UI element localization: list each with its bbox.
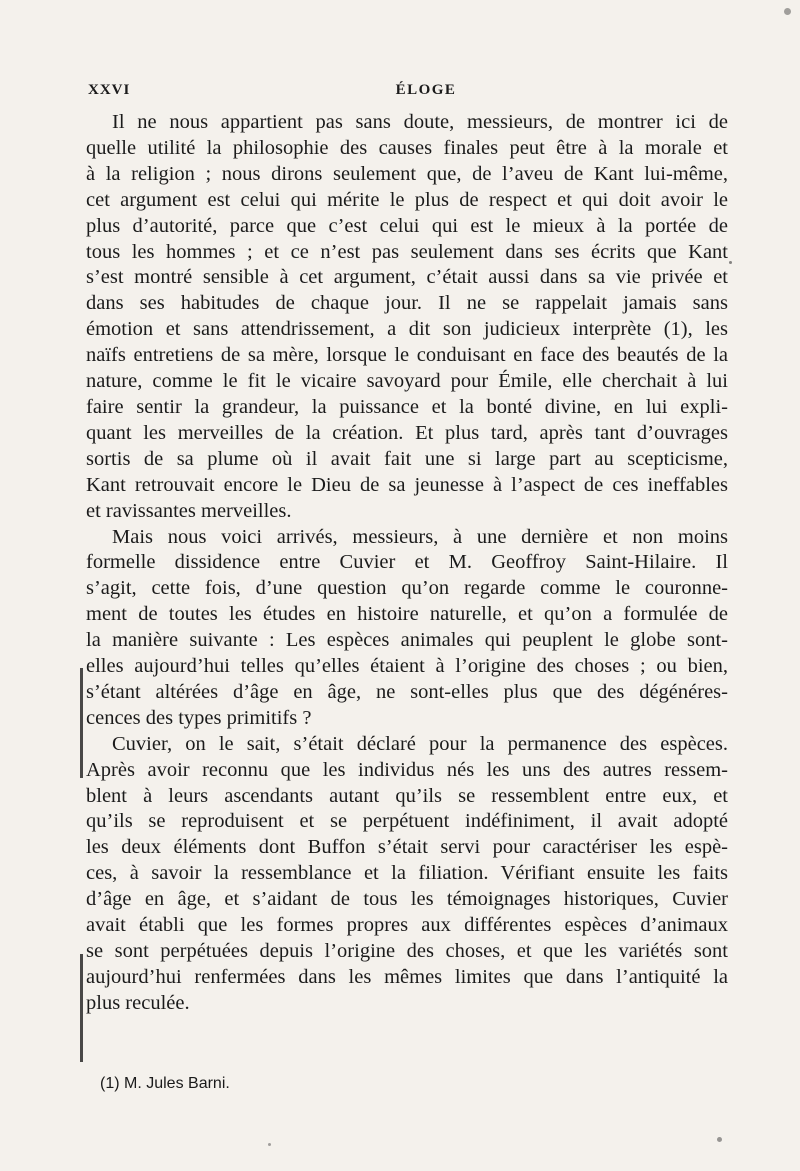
text-line: qu’ils se reproduisent et se perpétuent indéfiniment, il avait adopté: [86, 810, 728, 833]
body-text: [86, 110, 728, 1017]
text-line: et ravissantes merveilles.: [86, 499, 292, 522]
margin-mark: [80, 668, 83, 778]
text-line: naïfs entretiens de sa mère, lorsque le conduisant en face des beautés de la: [86, 344, 728, 367]
text-line: ment de toutes les études en histoire naturelle, et qu’on a formulée de: [86, 603, 728, 626]
text-line: avait établi que les formes propres aux différentes espèces d’animaux: [86, 914, 728, 937]
running-head: [88, 82, 724, 104]
text-line: s’agit, cette fois, d’une question qu’on regarde comme le couronne-: [86, 577, 728, 600]
text-line: elles aujourd’hui telles qu’elles étaient à l’origine des choses ; ou bien,: [86, 655, 728, 678]
text-line: Mais nous voici arrivés, messieurs, à une dernière et non moins: [112, 525, 728, 548]
text-line: Il ne nous appartient pas sans doute, messieurs, de montrer ici de: [112, 111, 728, 133]
text-line: blent à leurs ascendants autant qu’ils se ressemblent entre eux, et: [86, 784, 728, 807]
text-line: d’âge en âge, et s’aidant de tous les témoignages historiques, Cuvier: [86, 888, 728, 911]
text-line: sortis de sa plume où il avait fait une si large part au scepticisme,: [86, 447, 728, 470]
text-line: formelle dissidence entre Cuvier et M. Geoffroy Saint-Hilaire. Il: [86, 551, 728, 574]
text-line: aujourd’hui renfermées dans les mêmes limites que dans l’antiquité la: [86, 965, 728, 988]
text-line: quelle utilité la philosophie des causes finales peut être à la morale et: [86, 136, 728, 159]
text-line: s’est montré sensible à cet argument, c’était aussi dans sa vie privée et: [86, 266, 728, 289]
speck: [717, 1137, 722, 1142]
text-line: dans ses habitudes de chaque jour. Il ne se rappelait jamais sans: [86, 292, 728, 315]
text-line: les deux éléments dont Buffon s’était servi pour caractériser les espè-: [86, 836, 728, 859]
speck: [729, 261, 732, 264]
text-line: faire sentir la grandeur, la puissance et la bonté divine, en lui expli-: [86, 395, 728, 418]
page-number: XXVI: [88, 82, 131, 98]
running-title: ÉLOGE: [395, 82, 457, 98]
text-line: cences des types primitifs ?: [86, 706, 312, 729]
text-line: Après avoir reconnu que les individus nés les uns des autres ressem-: [86, 758, 728, 781]
text-line: plus d’autorité, parce que c’est celui qui est le mieux à la portée de: [86, 214, 728, 237]
text-line: nature, comme le fit le vicaire savoyard pour Émile, elle cherchait à lui: [86, 370, 728, 393]
text-line: Cuvier, on le sait, s’était déclaré pour la permanence des espèces.: [112, 732, 728, 755]
margin-mark: [80, 954, 83, 1062]
text-line: la manière suivante : Les espèces animales qui peuplent le globe sont-: [86, 629, 728, 652]
speck: [268, 1143, 271, 1146]
text-line: tous les hommes ; et ce n’est pas seulement dans ses écrits que Kant: [86, 240, 728, 263]
text-line: quant les merveilles de la création. Et plus tard, après tant d’ouvrages: [86, 421, 728, 444]
text-line: à la religion ; nous dirons seulement que, de l’aveu de Kant lui-même,: [86, 162, 728, 185]
text-line: émotion et sans attendrissement, a dit son judicieux interprète (1), les: [86, 318, 728, 341]
text-line: se sont perpétuées depuis l’origine des choses, et que les variétés sont: [86, 940, 728, 962]
text-line: s’étant altérées d’âge en âge, ne sont-elles plus que des dégénéres-: [86, 680, 728, 703]
text-line: plus reculée.: [86, 991, 190, 1014]
text-line: Kant retrouvait encore le Dieu de sa jeunesse à l’aspect de ces ineffables: [86, 473, 728, 496]
text-line: cet argument est celui qui mérite le plus de respect et qui doit avoir le: [86, 188, 728, 211]
footnote: (1) M. Jules Barni.: [100, 1075, 230, 1092]
text-line: ces, à savoir la ressemblance et la filiation. Vérifiant ensuite les faits: [86, 862, 728, 885]
speck: [784, 8, 791, 15]
